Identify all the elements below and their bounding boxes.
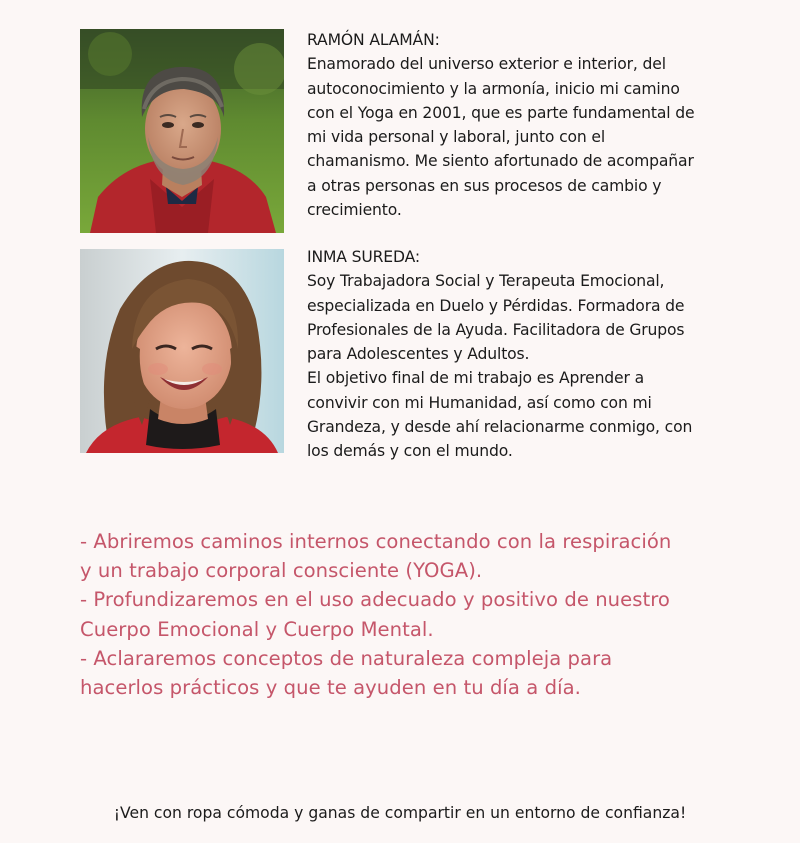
highlight-line: - Abriremos caminos internos conectando con la respiración xyxy=(80,530,672,553)
bio-ramon xyxy=(307,28,747,222)
bio-line: crecimiento. xyxy=(307,201,402,220)
bio-line: a otras personas en sus procesos de cambio y xyxy=(307,176,662,195)
bio-line: autoconocimiento y la armonía, inicio mi camino xyxy=(307,79,680,98)
bio-line: chamanismo. Me siento afortunado de acompañar xyxy=(307,152,694,171)
bio-line: Profesionales de la Ayuda. Facilitadora de Grupos xyxy=(307,320,685,339)
highlight-line: hacerlos prácticos y que te ayuden en tu día a día. xyxy=(80,676,581,700)
inma-portrait-illustration xyxy=(80,249,284,453)
bio-line: Grandeza, y desde ahí relacionarme conmigo, con xyxy=(307,418,693,437)
bio-line: para Adolescentes y Adultos. xyxy=(307,345,530,364)
bio-line: El objetivo final de mi trabajo es Aprender a xyxy=(307,369,644,388)
ramon-photo xyxy=(80,29,284,233)
bio-line: especializada en Duelo y Pérdidas. Formadora de xyxy=(307,296,685,315)
bio-inma xyxy=(307,245,747,464)
bio-line: con el Yoga en 2001, que es parte fundamental de xyxy=(307,103,695,122)
bio-line: los demás y con el mundo. xyxy=(307,442,513,461)
ramon-portrait-illustration xyxy=(80,29,284,233)
workshop-highlights xyxy=(80,527,780,702)
bio-line: mi vida personal y laboral, junto con el xyxy=(307,128,606,147)
highlight-line: - Aclararemos conceptos de naturaleza compleja para xyxy=(80,646,613,670)
closing-message: ¡Ven con ropa cómoda y ganas de compartir en un entorno de confianza! xyxy=(113,804,687,822)
bio-line: Enamorado del universo exterior e interior, del xyxy=(307,55,666,74)
bio-line: convivir con mi Humanidad, así como con mi xyxy=(307,393,652,412)
person-name: RAMÓN ALAMÁN: xyxy=(307,31,440,49)
highlight-line: Cuerpo Emocional y Cuerpo Mental. xyxy=(80,617,434,641)
bio-line: Soy Trabajadora Social y Terapeuta Emocional, xyxy=(307,272,665,291)
highlight-line: y un trabajo corporal consciente (YOGA). xyxy=(80,559,483,583)
inma-photo xyxy=(80,249,284,453)
person-name: INMA SUREDA: xyxy=(307,248,420,266)
highlight-line: - Profundizaremos en el uso adecuado y positivo de nuestro xyxy=(80,588,670,612)
